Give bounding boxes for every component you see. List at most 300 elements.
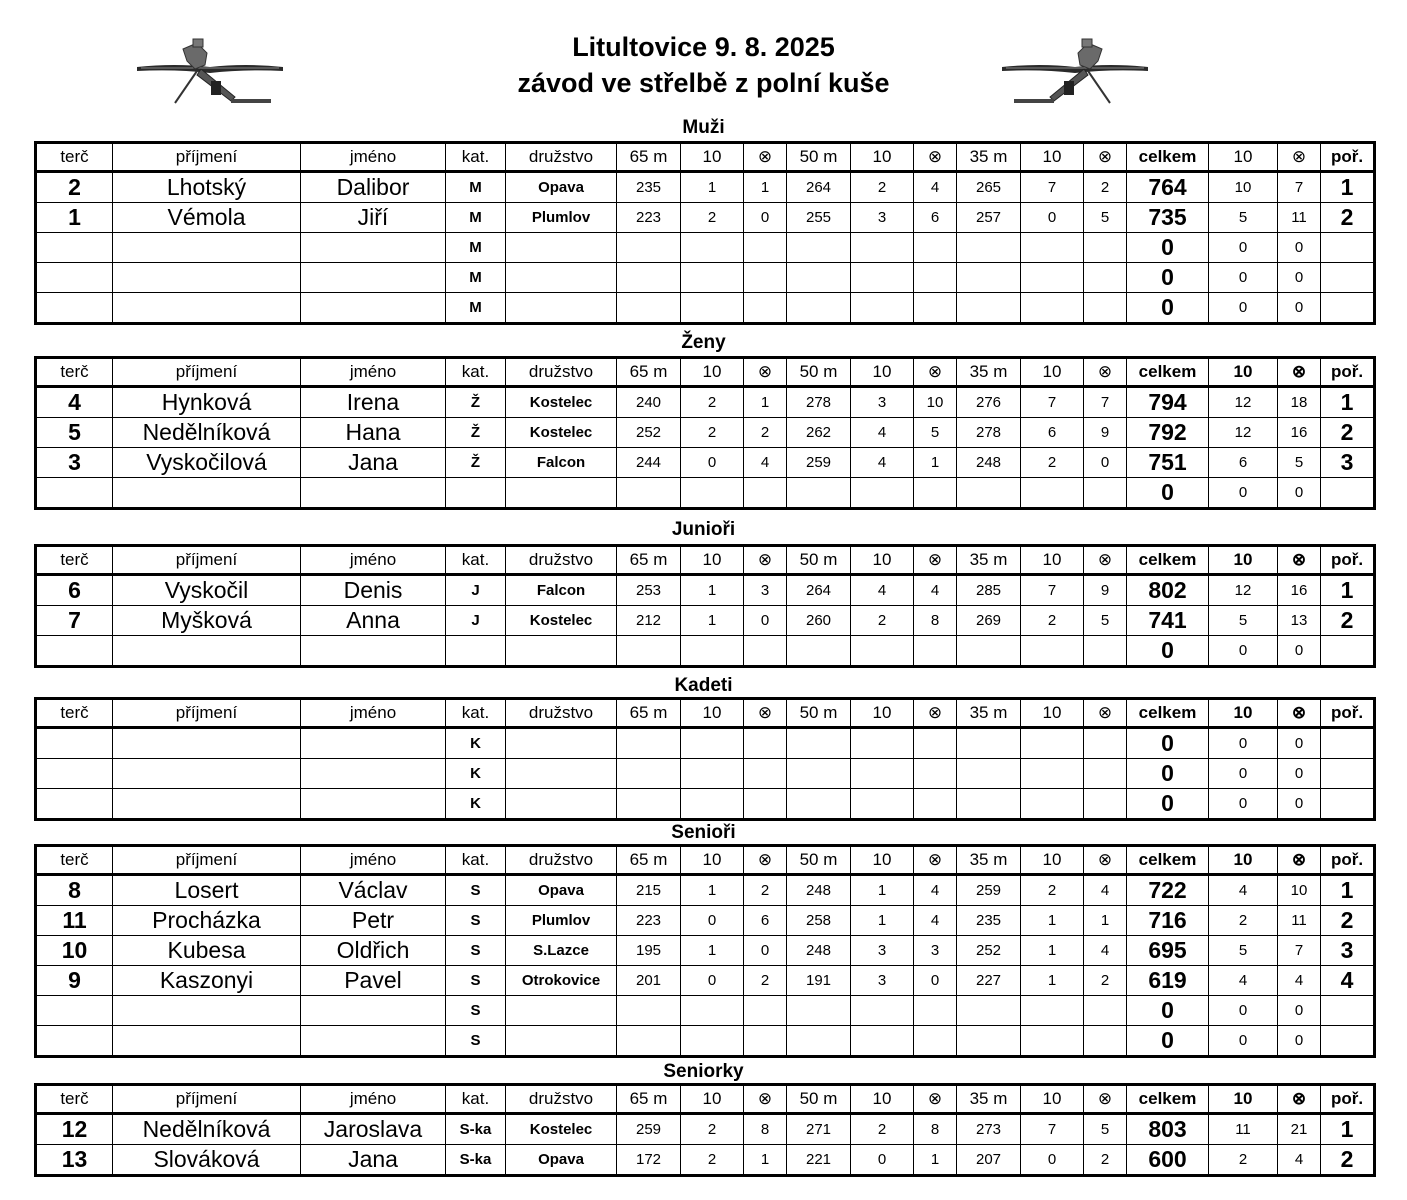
header-score-35m: 35 m (957, 846, 1021, 875)
header-score-35m: 35 m (957, 143, 1021, 172)
header-firstname: jméno (301, 546, 446, 575)
cell-total-tens: 0 (1209, 478, 1278, 509)
cell-firstname (301, 233, 446, 263)
cell-score-35m (957, 1026, 1021, 1057)
cell-team (506, 293, 617, 324)
cell-score-65m: 223 (617, 203, 681, 233)
cell-tens-50m: 3 (851, 387, 914, 418)
cell-rank: 1 (1321, 172, 1375, 203)
cell-total: 0 (1127, 996, 1209, 1026)
cell-tens-50m (851, 263, 914, 293)
header-total-x: ⊗ (1278, 143, 1321, 172)
header-x-35m: ⊗ (1084, 1085, 1127, 1114)
cell-score-65m: 240 (617, 387, 681, 418)
cell-tens-50m: 2 (851, 1114, 914, 1145)
cell-team (506, 233, 617, 263)
cell-tens-50m: 4 (851, 418, 914, 448)
cell-tens-65m: 1 (681, 875, 744, 906)
table-row (36, 575, 1375, 606)
header-score-50m: 50 m (787, 846, 851, 875)
cell-total-tens: 11 (1209, 1114, 1278, 1145)
cell-tens-35m: 7 (1021, 1114, 1084, 1145)
cell-surname: Lhotský (113, 172, 301, 203)
cell-firstname (301, 1026, 446, 1057)
table-row (36, 875, 1375, 906)
table-row (36, 1145, 1375, 1176)
header-surname: příjmení (113, 846, 301, 875)
cell-tens-65m (681, 759, 744, 789)
cell-tens-50m (851, 728, 914, 759)
cell-firstname: Oldřich (301, 936, 446, 966)
header-x-65m: ⊗ (744, 546, 787, 575)
cell-total-x: 4 (1278, 1145, 1321, 1176)
header-x-50m: ⊗ (914, 143, 957, 172)
cell-x-35m (1084, 478, 1127, 509)
header-total: celkem (1127, 699, 1209, 728)
header-team: družstvo (506, 358, 617, 387)
header-team: družstvo (506, 546, 617, 575)
cell-x-50m: 4 (914, 575, 957, 606)
cell-tens-50m (851, 478, 914, 509)
cell-tens-35m: 2 (1021, 875, 1084, 906)
results-table (34, 844, 1376, 1058)
cell-category: M (446, 293, 506, 324)
cell-score-65m (617, 789, 681, 820)
cell-total: 0 (1127, 1026, 1209, 1057)
cell-score-35m: 227 (957, 966, 1021, 996)
cell-surname (113, 263, 301, 293)
cell-x-35m (1084, 263, 1127, 293)
cell-total-x: 5 (1278, 448, 1321, 478)
cell-surname: Procházka (113, 906, 301, 936)
cell-x-35m: 4 (1084, 875, 1127, 906)
cell-surname (113, 478, 301, 509)
table-row (36, 789, 1375, 820)
cell-total-x: 13 (1278, 606, 1321, 636)
header-tens-50m: 10 (851, 1085, 914, 1114)
cell-rank: 1 (1321, 875, 1375, 906)
cell-score-65m (617, 1026, 681, 1057)
cell-firstname: Denis (301, 575, 446, 606)
cell-target (36, 233, 113, 263)
cell-target (36, 996, 113, 1026)
cell-team: Kostelec (506, 606, 617, 636)
cell-total: 716 (1127, 906, 1209, 936)
cell-x-50m: 8 (914, 606, 957, 636)
cell-surname (113, 996, 301, 1026)
page-title-line1: Litultovice 9. 8. 2025 (572, 32, 835, 62)
cell-tens-35m: 0 (1021, 1145, 1084, 1176)
cell-tens-50m: 2 (851, 172, 914, 203)
cell-tens-35m (1021, 478, 1084, 509)
header-rank: poř. (1321, 699, 1375, 728)
page-title-line2: závod ve střelbě z polní kuše (517, 68, 890, 98)
header-rank: poř. (1321, 546, 1375, 575)
cell-x-50m: 4 (914, 875, 957, 906)
cell-tens-50m: 3 (851, 966, 914, 996)
cell-tens-50m (851, 789, 914, 820)
cell-tens-65m (681, 1026, 744, 1057)
header-tens-65m: 10 (681, 846, 744, 875)
cell-score-50m (787, 293, 851, 324)
crossbow-icon (135, 33, 285, 113)
cell-rank (1321, 1026, 1375, 1057)
cell-tens-65m (681, 263, 744, 293)
cell-total-x: 21 (1278, 1114, 1321, 1145)
cell-total: 794 (1127, 387, 1209, 418)
cell-tens-65m: 1 (681, 172, 744, 203)
header-x-35m: ⊗ (1084, 546, 1127, 575)
cell-total-x: 18 (1278, 387, 1321, 418)
cell-firstname: Dalibor (301, 172, 446, 203)
cell-total: 792 (1127, 418, 1209, 448)
category-title: Junioři (671, 519, 736, 540)
cell-surname: Nedělníková (113, 1114, 301, 1145)
header-tens-65m: 10 (681, 1085, 744, 1114)
cell-target: 1 (36, 203, 113, 233)
cell-tens-65m: 2 (681, 1114, 744, 1145)
cell-tens-35m (1021, 233, 1084, 263)
header-target: terč (36, 846, 113, 875)
header-firstname: jméno (301, 358, 446, 387)
header-total-tens: 10 (1209, 358, 1278, 387)
cell-team (506, 996, 617, 1026)
cell-x-50m (914, 233, 957, 263)
cell-total-x: 0 (1278, 1026, 1321, 1057)
header-category: kat. (446, 143, 506, 172)
cell-total: 0 (1127, 293, 1209, 324)
cell-tens-50m: 3 (851, 936, 914, 966)
cell-surname: Vyskočil (113, 575, 301, 606)
cell-total: 0 (1127, 478, 1209, 509)
cell-x-65m: 0 (744, 203, 787, 233)
header-x-35m: ⊗ (1084, 846, 1127, 875)
cell-team: Opava (506, 1145, 617, 1176)
cell-team: Falcon (506, 575, 617, 606)
cell-surname (113, 293, 301, 324)
cell-x-35m: 0 (1084, 448, 1127, 478)
header-total-tens: 10 (1209, 143, 1278, 172)
cell-score-35m: 273 (957, 1114, 1021, 1145)
cell-surname: Slováková (113, 1145, 301, 1176)
table-row (36, 966, 1375, 996)
cell-target: 13 (36, 1145, 113, 1176)
header-total-tens: 10 (1209, 699, 1278, 728)
header-category: kat. (446, 846, 506, 875)
cell-category: M (446, 233, 506, 263)
cell-firstname: Jana (301, 1145, 446, 1176)
table-row (36, 759, 1375, 789)
cell-x-65m: 0 (744, 606, 787, 636)
cell-rank (1321, 996, 1375, 1026)
cell-score-50m: 248 (787, 936, 851, 966)
header-target: terč (36, 143, 113, 172)
cell-category: S-ka (446, 1114, 506, 1145)
cell-score-65m: 215 (617, 875, 681, 906)
cell-rank (1321, 233, 1375, 263)
table-row (36, 1114, 1375, 1145)
header-score-35m: 35 m (957, 1085, 1021, 1114)
cell-team (506, 728, 617, 759)
cell-category: K (446, 728, 506, 759)
cell-total: 741 (1127, 606, 1209, 636)
cell-total: 600 (1127, 1145, 1209, 1176)
header-total: celkem (1127, 546, 1209, 575)
cell-category: S (446, 966, 506, 996)
cell-tens-35m: 2 (1021, 606, 1084, 636)
cell-total-tens: 0 (1209, 996, 1278, 1026)
cell-x-65m (744, 996, 787, 1026)
cell-rank: 2 (1321, 203, 1375, 233)
cell-x-65m: 2 (744, 875, 787, 906)
cell-total: 764 (1127, 172, 1209, 203)
cell-score-65m (617, 759, 681, 789)
cell-total-tens: 4 (1209, 875, 1278, 906)
cell-x-35m: 9 (1084, 575, 1127, 606)
cell-firstname: Pavel (301, 966, 446, 996)
cell-surname (113, 728, 301, 759)
results-table (34, 356, 1376, 510)
cell-tens-65m (681, 996, 744, 1026)
header-score-65m: 65 m (617, 546, 681, 575)
cell-tens-50m: 1 (851, 875, 914, 906)
cell-target: 3 (36, 448, 113, 478)
cell-score-50m: 259 (787, 448, 851, 478)
header-tens-50m: 10 (851, 143, 914, 172)
cell-tens-35m (1021, 263, 1084, 293)
cell-total-x: 0 (1278, 293, 1321, 324)
cell-score-65m (617, 263, 681, 293)
cell-surname: Vyskočilová (113, 448, 301, 478)
cell-firstname (301, 636, 446, 667)
cell-category: S (446, 875, 506, 906)
cell-score-65m: 172 (617, 1145, 681, 1176)
cell-score-35m (957, 636, 1021, 667)
cell-tens-65m: 0 (681, 966, 744, 996)
cell-category: K (446, 759, 506, 789)
header-tens-65m: 10 (681, 143, 744, 172)
cell-team: Otrokovice (506, 966, 617, 996)
cell-score-65m: 223 (617, 906, 681, 936)
cell-team: S.Lazce (506, 936, 617, 966)
cell-total-x: 7 (1278, 172, 1321, 203)
cell-rank (1321, 636, 1375, 667)
cell-total-x: 0 (1278, 478, 1321, 509)
cell-firstname (301, 789, 446, 820)
cell-category: M (446, 203, 506, 233)
cell-category: S (446, 996, 506, 1026)
cell-surname: Kubesa (113, 936, 301, 966)
cell-score-35m: 278 (957, 418, 1021, 448)
cell-tens-35m: 1 (1021, 906, 1084, 936)
header-total-x: ⊗ (1278, 699, 1321, 728)
cell-tens-35m (1021, 728, 1084, 759)
cell-rank: 2 (1321, 418, 1375, 448)
cell-team: Kostelec (506, 1114, 617, 1145)
cell-tens-65m (681, 478, 744, 509)
header-tens-50m: 10 (851, 358, 914, 387)
cell-total: 619 (1127, 966, 1209, 996)
cell-rank (1321, 759, 1375, 789)
cell-total-tens: 12 (1209, 575, 1278, 606)
header-tens-65m: 10 (681, 546, 744, 575)
header-row (36, 1085, 1375, 1114)
cell-total-tens: 0 (1209, 293, 1278, 324)
header-row (36, 846, 1375, 875)
cell-total-x: 0 (1278, 263, 1321, 293)
cell-score-35m (957, 996, 1021, 1026)
cell-total-tens: 0 (1209, 233, 1278, 263)
cell-score-65m (617, 728, 681, 759)
header-x-50m: ⊗ (914, 1085, 957, 1114)
header-rank: poř. (1321, 358, 1375, 387)
cell-firstname: Irena (301, 387, 446, 418)
cell-score-50m (787, 789, 851, 820)
cell-x-35m: 5 (1084, 606, 1127, 636)
cell-x-50m (914, 789, 957, 820)
cell-x-50m (914, 478, 957, 509)
cell-tens-65m (681, 233, 744, 263)
cell-score-35m: 207 (957, 1145, 1021, 1176)
cell-rank: 1 (1321, 1114, 1375, 1145)
header-x-65m: ⊗ (744, 143, 787, 172)
cell-score-50m: 271 (787, 1114, 851, 1145)
cell-team: Plumlov (506, 906, 617, 936)
cell-team (506, 1026, 617, 1057)
header-firstname: jméno (301, 846, 446, 875)
results-table (34, 697, 1376, 821)
cell-total: 803 (1127, 1114, 1209, 1145)
cell-score-35m (957, 233, 1021, 263)
header-score-35m: 35 m (957, 358, 1021, 387)
cell-target (36, 478, 113, 509)
cell-rank: 2 (1321, 1145, 1375, 1176)
cell-total-x: 16 (1278, 575, 1321, 606)
cell-score-65m: 235 (617, 172, 681, 203)
header-tens-50m: 10 (851, 546, 914, 575)
cell-x-65m (744, 636, 787, 667)
cell-firstname: Jaroslava (301, 1114, 446, 1145)
cell-score-50m (787, 759, 851, 789)
cell-rank: 1 (1321, 575, 1375, 606)
cell-x-50m (914, 759, 957, 789)
cell-category (446, 478, 506, 509)
cell-tens-65m (681, 636, 744, 667)
header-score-65m: 65 m (617, 699, 681, 728)
cell-surname: Nedělníková (113, 418, 301, 448)
cell-category: S-ka (446, 1145, 506, 1176)
table-row (36, 936, 1375, 966)
cell-tens-65m (681, 293, 744, 324)
cell-target (36, 759, 113, 789)
cell-rank: 1 (1321, 387, 1375, 418)
cell-tens-65m: 1 (681, 606, 744, 636)
header-surname: příjmení (113, 1085, 301, 1114)
header-total-tens: 10 (1209, 846, 1278, 875)
cell-score-35m (957, 728, 1021, 759)
cell-total-tens: 4 (1209, 966, 1278, 996)
cell-tens-65m: 1 (681, 936, 744, 966)
header-firstname: jméno (301, 699, 446, 728)
cell-score-35m (957, 789, 1021, 820)
header-total-tens: 10 (1209, 546, 1278, 575)
cell-category: S (446, 1026, 506, 1057)
cell-total-tens: 2 (1209, 1145, 1278, 1176)
header-firstname: jméno (301, 1085, 446, 1114)
header-total: celkem (1127, 1085, 1209, 1114)
table-row (36, 172, 1375, 203)
cell-tens-50m (851, 233, 914, 263)
cell-score-50m (787, 478, 851, 509)
cell-surname: Losert (113, 875, 301, 906)
header-surname: příjmení (113, 546, 301, 575)
cell-score-65m (617, 636, 681, 667)
cell-surname: Kaszonyi (113, 966, 301, 996)
cell-tens-65m: 1 (681, 575, 744, 606)
header-team: družstvo (506, 699, 617, 728)
cell-surname (113, 789, 301, 820)
cell-team (506, 789, 617, 820)
cell-score-65m: 244 (617, 448, 681, 478)
header-target: terč (36, 546, 113, 575)
cell-score-50m: 191 (787, 966, 851, 996)
cell-rank: 3 (1321, 448, 1375, 478)
cell-firstname: Jana (301, 448, 446, 478)
table-row (36, 293, 1375, 324)
cell-x-35m (1084, 1026, 1127, 1057)
header-total: celkem (1127, 846, 1209, 875)
header-score-65m: 65 m (617, 1085, 681, 1114)
cell-total-x: 0 (1278, 636, 1321, 667)
cell-tens-35m: 2 (1021, 448, 1084, 478)
cell-score-35m (957, 759, 1021, 789)
cell-category: M (446, 263, 506, 293)
header-score-35m: 35 m (957, 699, 1021, 728)
cell-category: M (446, 172, 506, 203)
cell-surname: Myšková (113, 606, 301, 636)
header-surname: příjmení (113, 143, 301, 172)
cell-tens-35m (1021, 1026, 1084, 1057)
table-row (36, 728, 1375, 759)
cell-tens-35m (1021, 293, 1084, 324)
cell-score-50m: 278 (787, 387, 851, 418)
cell-x-35m (1084, 789, 1127, 820)
cell-x-65m (744, 263, 787, 293)
cell-total: 0 (1127, 263, 1209, 293)
cell-tens-65m: 2 (681, 418, 744, 448)
cell-target (36, 728, 113, 759)
header-total: celkem (1127, 358, 1209, 387)
cell-x-50m: 1 (914, 448, 957, 478)
results-table (34, 544, 1376, 668)
cell-firstname: Václav (301, 875, 446, 906)
cell-total-x: 0 (1278, 233, 1321, 263)
cell-rank (1321, 728, 1375, 759)
cell-score-35m: 269 (957, 606, 1021, 636)
cell-x-65m: 1 (744, 387, 787, 418)
cell-x-65m: 8 (744, 1114, 787, 1145)
cell-x-50m: 3 (914, 936, 957, 966)
cell-tens-50m (851, 996, 914, 1026)
cell-total-tens: 0 (1209, 636, 1278, 667)
results-table (34, 1083, 1376, 1177)
cell-x-35m (1084, 293, 1127, 324)
header-target: terč (36, 358, 113, 387)
header-x-35m: ⊗ (1084, 143, 1127, 172)
cell-total: 0 (1127, 789, 1209, 820)
cell-x-50m: 5 (914, 418, 957, 448)
header-team: družstvo (506, 143, 617, 172)
